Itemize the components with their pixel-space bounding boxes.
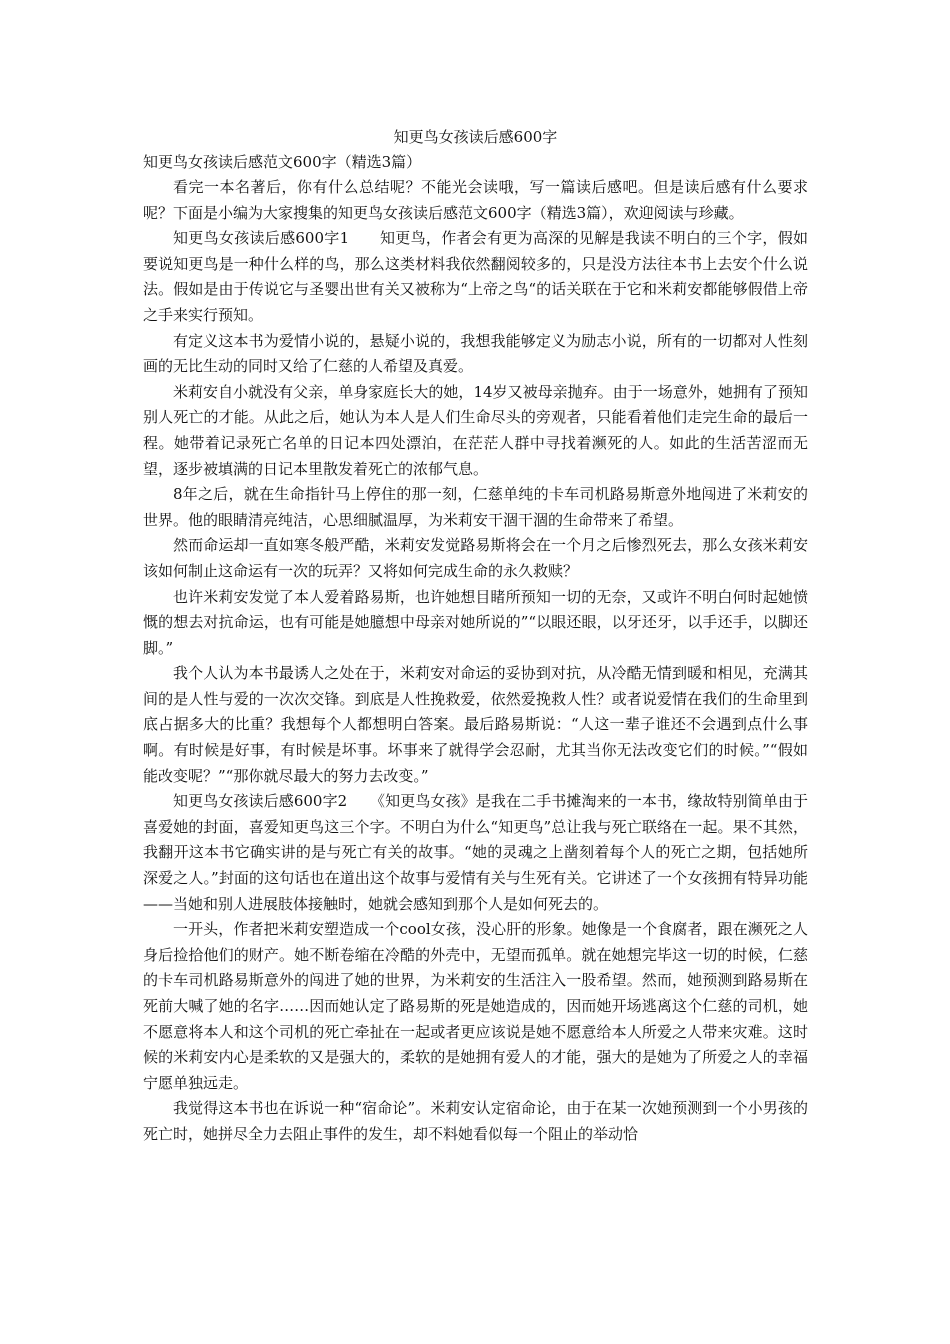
paragraph-essay1-opening: 知更鸟女孩读后感600字1 知更鸟，作者会有更为高深的见解是我读不明白的三个字，假如要说知更鸟是一种什么样的鸟，那么这类材料我依然翻阅较多的，只是没方法往本书上去安个什么说法。假如是由于传说它与圣婴出世有关又被称为“上帝之鸟“的话关联在于它和米莉安都能够假借上帝之手来实行预知。 — [143, 229, 808, 324]
paragraph: 我觉得这本书也在诉说一种“宿命论”。米莉安认定宿命论，由于在某一次她预测到一个小男孩的死亡时，她拼尽全力去阻止事件的发生，却不料她看似每一个阻止的举动恰 — [143, 1099, 808, 1143]
paragraph-intro: 看完一本名著后，你有什么总结呢？不能光会读哦，写一篇读后感吧。但是读后感有什么要求呢？下面是小编为大家搜集的知更鸟女孩读后感范文600字（精选3篇），欢迎阅读与珍藏。 — [143, 178, 808, 222]
document-page — [143, 124, 808, 1148]
document-title: 知更鸟女孩读后感600字 — [393, 128, 558, 146]
paragraph: 然而命运却一直如寒冬般严酷，米莉安发觉路易斯将会在一个月之后惨烈死去，那么女孩米莉安该如何制止这命运有一次的玩弄？又将如何完成生命的永久救赎？ — [143, 536, 808, 580]
paragraph: 我个人认为本书最诱人之处在于，米莉安对命运的妥协到对抗，从冷酷无情到暖和相见，充满其间的是人性与爱的一次次交锋。到底是人性挽救爱，依然爱挽救人性？或者说爱情在我们的生命里到底占据多大的比重？我想每个人都想明白答案。最后路易斯说：“人这一辈子谁还不会遇到点什么事啊。有时候是好事，有时候是坏事。坏事来了就得学会忍耐，尤其当你无法改变它们的时候。”“假如能改变呢？”“那你就尽最大的努力去改变。” — [143, 664, 808, 785]
paragraph: 8年之后，就在生命指针马上停住的那一刻，仁慈单纯的卡车司机路易斯意外地闯进了米莉安的世界。他的眼睛清亮纯洁，心思细腻温厚，为米莉安干涸干涸的生命带来了希望。 — [143, 485, 808, 529]
paragraph: 也许米莉安发觉了本人爱着路易斯，也许她想目睹所预知一切的无奈，又或许不明白何时起她愤慨的想去对抗命运，也有可能是她臆想中母亲对她所说的”“以眼还眼，以牙还牙，以手还手，以脚还脚。” — [143, 587, 808, 657]
paragraph-essay2-opening: 知更鸟女孩读后感600字2 《知更鸟女孩》是我在二手书摊淘来的一本书，缘故特别简单由于喜爱她的封面，喜爱知更鸟这三个字。不明白为什么“知更鸟”总让我与死亡联络在一起。果不其然，我翻开这本书它确实讲的是与死亡有关的故事。“她的灵魂之上凿刻着每个人的死亡之期，包括她所深爱之人。”封面的这句话也在道出这个故事与爱情有关与生死有关。它讲述了一个女孩拥有特异功能——当她和别人进展肢体接触时，她就会感知到那个人是如何死去的。 — [143, 792, 808, 913]
document-subtitle: 知更鸟女孩读后感范文600字（精选3篇） — [143, 153, 422, 171]
paragraph: 米莉安自小就没有父亲，单身家庭长大的她，14岁又被母亲抛弃。由于一场意外，她拥有了预知别人死亡的才能。从此之后，她认为本人是人们生命尽头的旁观者，只能看着他们走完生命的最后一程。她带着记录死亡名单的日记本四处漂泊，在茫茫人群中寻找着濒死的人。如此的生活苦涩而无望，逐步被填满的日记本里散发着死亡的浓郁气息。 — [143, 382, 808, 478]
paragraph: 有定义这本书为爱情小说的，悬疑小说的，我想我能够定义为励志小说，所有的一切都对人性刻画的无比生动的同时又给了仁慈的人希望及真爱。 — [143, 331, 808, 376]
paragraph: 一开头，作者把米莉安塑造成一个cool女孩，没心肝的形象。她像是一个食腐者，跟在濒死之人身后捡拾他们的财产。她不断卷缩在冷酷的外壳中，无望而孤单。就在她想完毕这一切的时候，仁慈的卡车司机路易斯意外的闯进了她的世界，为米莉安的生活注入一股希望。然而，她预测到路易斯在死前大喊了她的名字……因而她认定了路易斯的死是她造成的，因而她开场逃离这个仁慈的司机，她不愿意将本人和这个司机的死亡牵扯在一起或者更应该说是她不愿意给本人所爱之人带来灾难。这时候的米莉安内心是柔软的又是强大的，柔软的是她拥有爱人的才能，强大的是她为了所爱之人的幸福宁愿单独远走。 — [143, 920, 808, 1092]
